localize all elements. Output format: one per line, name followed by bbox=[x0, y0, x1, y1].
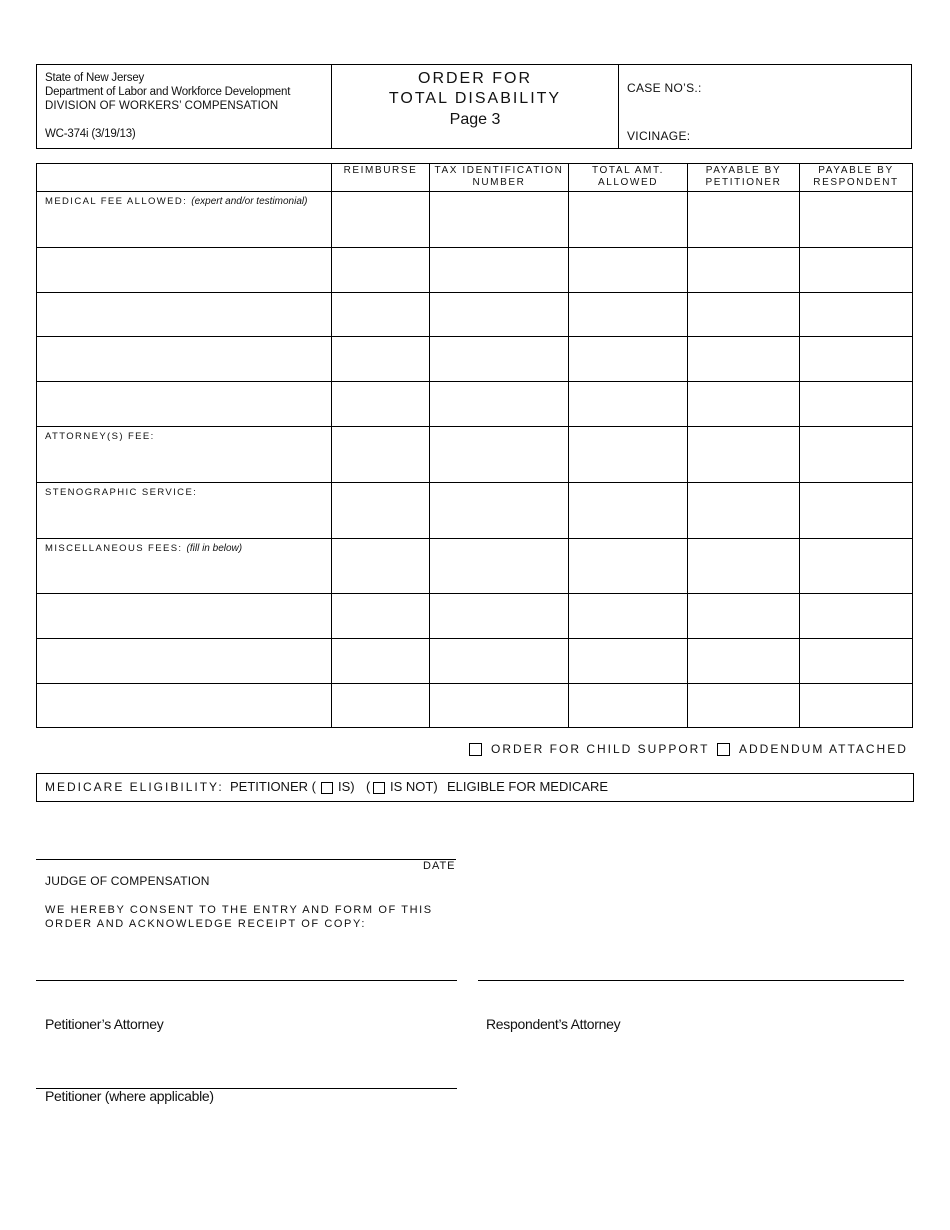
table-row bbox=[37, 639, 913, 684]
agency-division: DIVISION OF WORKERS’ COMPENSATION bbox=[45, 100, 279, 112]
table-cell[interactable] bbox=[800, 639, 913, 684]
table-cell[interactable] bbox=[332, 483, 430, 539]
table-row bbox=[37, 337, 913, 382]
vicinage-label: VICINAGE: bbox=[627, 129, 691, 143]
table-cell[interactable] bbox=[688, 539, 800, 594]
table-cell[interactable] bbox=[688, 382, 800, 427]
table-cell[interactable] bbox=[332, 382, 430, 427]
table-cell[interactable] bbox=[430, 684, 569, 728]
table-cell[interactable] bbox=[37, 382, 332, 427]
table-cell[interactable] bbox=[332, 427, 430, 483]
medicare-is-checkbox[interactable] bbox=[321, 782, 333, 794]
col-total-allowed: TOTAL AMT. ALLOWED bbox=[569, 164, 688, 192]
form-title-line1: ORDER FOR bbox=[418, 70, 532, 87]
table-cell[interactable] bbox=[569, 427, 688, 483]
table-cell[interactable] bbox=[430, 483, 569, 539]
agency-block bbox=[37, 65, 332, 148]
table-cell[interactable] bbox=[800, 293, 913, 337]
col-tax-id: TAX IDENTIFICATION NUMBER bbox=[430, 164, 569, 192]
medicare-is-not-label: IS NOT) bbox=[390, 779, 438, 794]
form-id: WC-374i (3/19/13) bbox=[45, 128, 136, 140]
medical-fee-note: (expert and/or testimonial) bbox=[191, 196, 308, 207]
table-cell[interactable] bbox=[569, 483, 688, 539]
consent-line-1: WE HEREBY CONSENT TO THE ENTRY AND FORM OF THIS bbox=[45, 904, 433, 916]
case-numbers-label: CASE NO’S.: bbox=[627, 81, 702, 95]
table-cell[interactable] bbox=[688, 427, 800, 483]
table-cell[interactable] bbox=[430, 192, 569, 248]
petitioner-attorney-label: Petitioner’s Attorney bbox=[45, 1016, 164, 1032]
table-cell[interactable] bbox=[800, 483, 913, 539]
table-cell[interactable] bbox=[800, 337, 913, 382]
petitioner-label: Petitioner (where applicable) bbox=[45, 1088, 214, 1104]
vicinage-field[interactable] bbox=[691, 123, 901, 145]
agency-state: State of New Jersey bbox=[45, 72, 145, 84]
table-cell[interactable] bbox=[37, 248, 332, 293]
table-cell[interactable] bbox=[688, 337, 800, 382]
table-cell[interactable] bbox=[37, 639, 332, 684]
medicare-eligibility-box bbox=[36, 773, 914, 802]
agency-department: Department of Labor and Workforce Development bbox=[45, 86, 291, 98]
judge-label: JUDGE OF COMPENSATION bbox=[45, 874, 210, 888]
petitioner-attorney-signature-line[interactable] bbox=[36, 980, 457, 981]
col-payable-petitioner: PAYABLE BY PETITIONER bbox=[688, 164, 800, 192]
table-cell[interactable] bbox=[569, 337, 688, 382]
table-cell[interactable] bbox=[688, 192, 800, 248]
table-cell[interactable] bbox=[800, 594, 913, 639]
col-reimburse: REIMBURSE bbox=[332, 164, 430, 192]
medicare-petitioner-text: PETITIONER ( bbox=[230, 779, 316, 794]
table-cell[interactable] bbox=[688, 594, 800, 639]
table-row bbox=[37, 192, 913, 248]
table-cell[interactable] bbox=[569, 594, 688, 639]
page-number: Page 3 bbox=[449, 111, 501, 128]
date-label: DATE bbox=[423, 860, 456, 872]
form-title-line2: TOTAL DISABILITY bbox=[388, 90, 562, 107]
table-cell[interactable] bbox=[569, 639, 688, 684]
table-cell[interactable] bbox=[688, 248, 800, 293]
table-cell[interactable] bbox=[430, 539, 569, 594]
table-row bbox=[37, 248, 913, 293]
table-cell[interactable] bbox=[800, 684, 913, 728]
header-blank bbox=[37, 164, 332, 192]
table-row bbox=[37, 594, 913, 639]
table-cell[interactable] bbox=[430, 382, 569, 427]
table-cell[interactable] bbox=[430, 248, 569, 293]
table-cell[interactable] bbox=[688, 483, 800, 539]
table-cell[interactable] bbox=[800, 539, 913, 594]
medicare-label: MEDICARE ELIGIBILITY: bbox=[45, 780, 224, 794]
table-cell[interactable] bbox=[37, 594, 332, 639]
addendum-checkbox[interactable] bbox=[717, 743, 730, 756]
table-row bbox=[37, 382, 913, 427]
table-cell[interactable] bbox=[569, 248, 688, 293]
table-cell[interactable] bbox=[569, 539, 688, 594]
table-cell[interactable] bbox=[430, 293, 569, 337]
consent-line-2: ORDER AND ACKNOWLEDGE RECEIPT OF COPY: bbox=[45, 918, 366, 930]
col-payable-respondent: PAYABLE BY RESPONDENT bbox=[800, 164, 913, 192]
case-numbers-field[interactable] bbox=[699, 75, 899, 97]
case-block bbox=[619, 65, 913, 148]
table-cell[interactable] bbox=[800, 192, 913, 248]
table-cell[interactable] bbox=[332, 248, 430, 293]
table-row bbox=[37, 427, 913, 483]
table-cell[interactable] bbox=[430, 337, 569, 382]
table-cell[interactable] bbox=[569, 293, 688, 337]
table-cell[interactable] bbox=[688, 684, 800, 728]
table-cell[interactable] bbox=[37, 337, 332, 382]
child-support-label: ORDER FOR CHILD SUPPORT bbox=[491, 742, 710, 756]
misc-fees-note: (fill in below) bbox=[186, 543, 243, 554]
child-support-checkbox[interactable] bbox=[469, 743, 482, 756]
stenographic-service-label: STENOGRAPHIC SERVICE: bbox=[37, 483, 332, 539]
table-cell[interactable] bbox=[569, 382, 688, 427]
judge-signature-line[interactable] bbox=[36, 859, 456, 860]
fee-table bbox=[36, 163, 913, 728]
table-cell[interactable] bbox=[430, 594, 569, 639]
table-row bbox=[37, 483, 913, 539]
table-cell[interactable] bbox=[800, 248, 913, 293]
table-cell[interactable] bbox=[332, 539, 430, 594]
table-row bbox=[37, 293, 913, 337]
table-cell[interactable] bbox=[332, 192, 430, 248]
table-cell[interactable] bbox=[37, 684, 332, 728]
medicare-eligible-text: ELIGIBLE FOR MEDICARE bbox=[447, 779, 609, 794]
table-row bbox=[37, 684, 913, 728]
table-cell[interactable] bbox=[800, 427, 913, 483]
table-cell[interactable] bbox=[688, 293, 800, 337]
table-cell[interactable] bbox=[332, 684, 430, 728]
form-title-block bbox=[332, 65, 619, 148]
medicare-is-not-checkbox[interactable] bbox=[373, 782, 385, 794]
fee-table-header bbox=[37, 164, 913, 192]
table-cell[interactable] bbox=[430, 427, 569, 483]
table-cell[interactable] bbox=[332, 293, 430, 337]
table-cell[interactable] bbox=[430, 639, 569, 684]
table-cell[interactable] bbox=[569, 192, 688, 248]
table-cell[interactable] bbox=[332, 594, 430, 639]
table-row bbox=[37, 539, 913, 594]
medicare-is-label: IS) bbox=[338, 779, 355, 794]
table-cell[interactable] bbox=[37, 293, 332, 337]
form-header bbox=[36, 64, 912, 149]
addendum-label: ADDENDUM ATTACHED bbox=[739, 742, 908, 756]
table-cell[interactable] bbox=[332, 337, 430, 382]
table-cell[interactable] bbox=[569, 684, 688, 728]
table-cell[interactable] bbox=[800, 382, 913, 427]
attorney-fee-label: ATTORNEY(S) FEE: bbox=[37, 427, 332, 483]
medicare-paren: ( bbox=[366, 779, 371, 794]
respondent-attorney-label: Respondent’s Attorney bbox=[486, 1016, 621, 1032]
medical-fee-label: MEDICAL FEE ALLOWED: (expert and/or testimonial) bbox=[37, 192, 332, 248]
table-cell[interactable] bbox=[688, 639, 800, 684]
misc-fees-label: MISCELLANEOUS FEES: (fill in below) bbox=[37, 539, 332, 594]
table-cell[interactable] bbox=[332, 639, 430, 684]
respondent-attorney-signature-line[interactable] bbox=[478, 980, 904, 981]
